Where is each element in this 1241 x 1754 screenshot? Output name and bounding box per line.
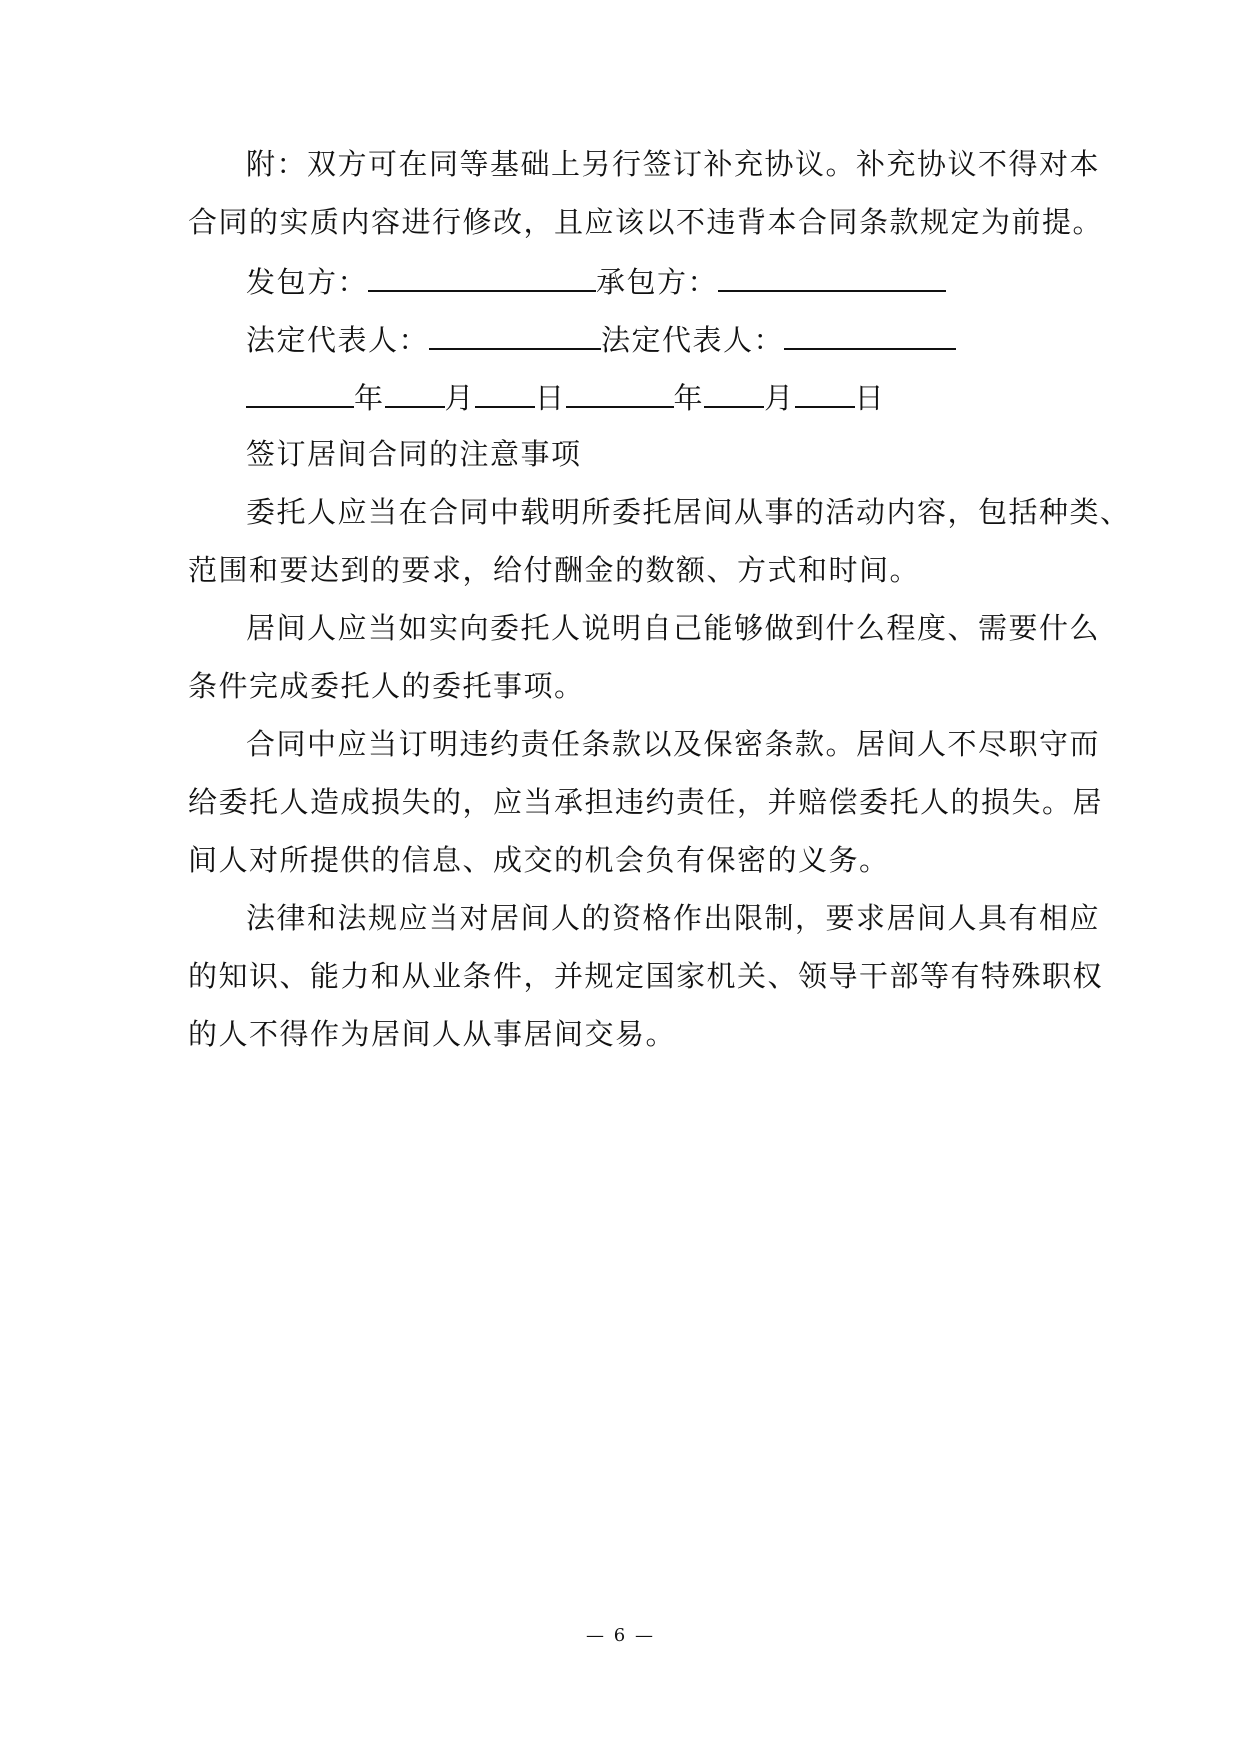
paragraph-line: 居间人应当如实向委托人说明自己能够做到什么程度、需要什么 (246, 611, 1101, 645)
paragraph-line: 合同的实质内容进行修改，且应该以不违背本合同条款规定为前提。 (188, 205, 1104, 239)
party-b-blank (718, 260, 946, 292)
day-b-blank (795, 376, 855, 408)
signature-date-line (246, 376, 885, 418)
section-heading: 签订居间合同的注意事项 (246, 437, 582, 471)
paragraph-line: 附：双方可在同等基础上另行签订补充协议。补充协议不得对本 (246, 147, 1101, 181)
party-b-label: 承包方： (596, 265, 719, 299)
paragraph-line: 的知识、能力和从业条件，并规定国家机关、领导干部等有特殊职权 (188, 959, 1104, 993)
signature-party-line (246, 260, 946, 302)
day-a-blank (475, 376, 535, 408)
paragraph-line: 法律和法规应当对居间人的资格作出限制，要求居间人具有相应 (246, 901, 1101, 935)
party-a-label: 发包方： (246, 265, 369, 299)
year-a-blank (246, 376, 354, 408)
paragraph-line: 给委托人造成损失的，应当承担违约责任，并赔偿委托人的损失。居 (188, 785, 1104, 819)
month-b-label: 月 (764, 381, 795, 415)
paragraph-line: 间人对所提供的信息、成交的机会负有保密的义务。 (188, 843, 890, 877)
year-b-blank (566, 376, 674, 408)
party-a-blank (368, 260, 596, 292)
paragraph-line: 条件完成委托人的委托事项。 (188, 669, 585, 703)
rep-b-blank (784, 318, 956, 350)
rep-a-blank (429, 318, 601, 350)
year-a-label: 年 (354, 381, 385, 415)
paragraph-line: 范围和要达到的要求，给付酬金的数额、方式和时间。 (188, 553, 921, 587)
day-b-label: 日 (854, 381, 886, 415)
paragraph-line: 合同中应当订明违约责任条款以及保密条款。居间人不尽职守而 (246, 727, 1101, 761)
month-b-blank (704, 376, 764, 408)
year-b-label: 年 (673, 381, 705, 415)
month-a-label: 月 (444, 381, 476, 415)
day-a-label: 日 (535, 381, 566, 415)
rep-b-label: 法定代表人： (601, 323, 785, 357)
paragraph-line: 的人不得作为居间人从事居间交易。 (188, 1017, 677, 1051)
page-number: — 6 — (586, 1625, 655, 1646)
signature-representative-line (246, 318, 956, 360)
rep-a-label: 法定代表人： (246, 323, 430, 357)
month-a-blank (385, 376, 445, 408)
paragraph-line: 委托人应当在合同中载明所委托居间从事的活动内容，包括种类、 (246, 495, 1131, 529)
